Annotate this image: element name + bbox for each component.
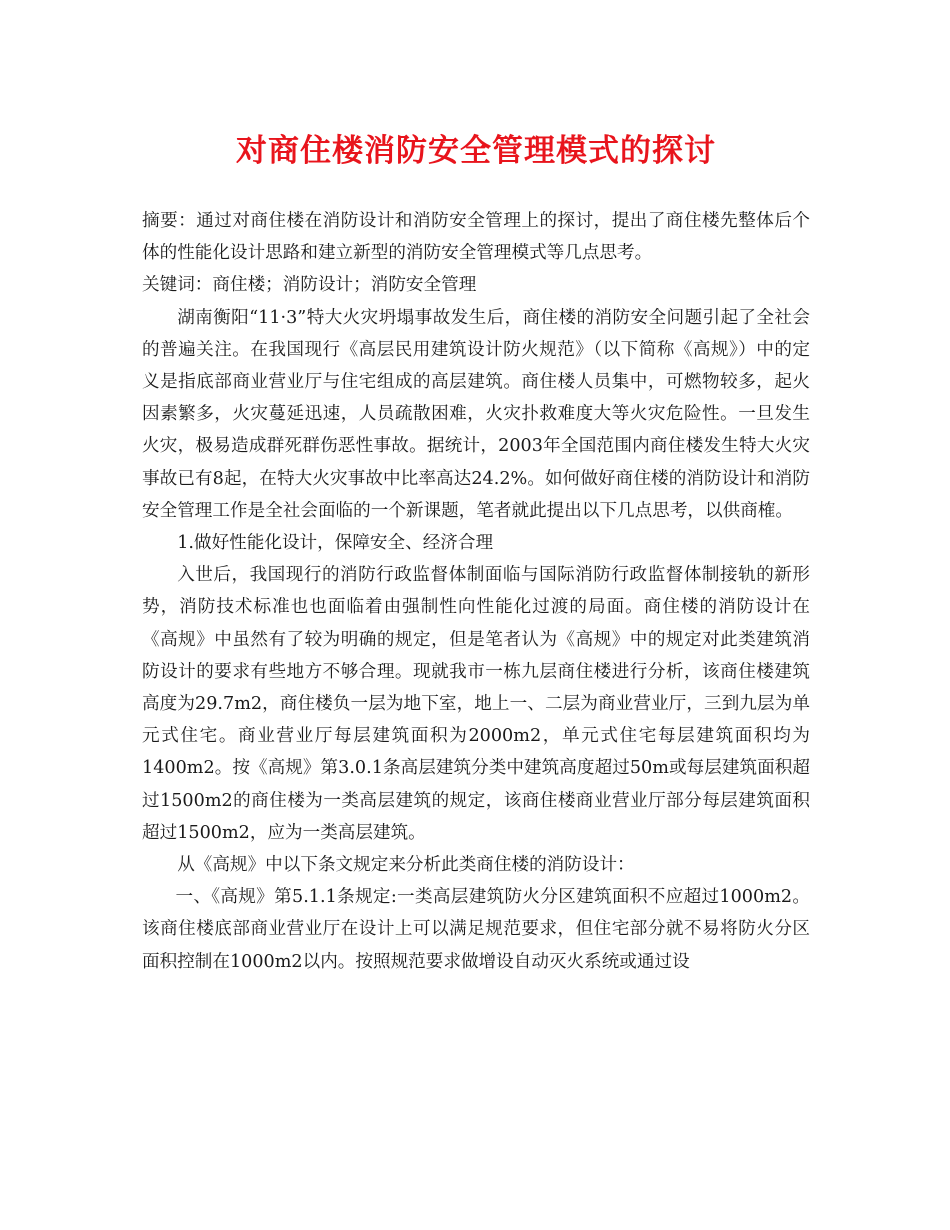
document-body <box>142 205 810 978</box>
abstract-paragraph: 摘要：通过对商住楼在消防设计和消防安全管理上的探讨，提出了商住楼先整体后个体的性能化设计思路和建立新型的消防安全管理模式等几点思考。 <box>142 211 810 264</box>
body-paragraph-3: 一、《高规》第5.1.1条规定:一类高层建筑防火分区建筑面积不应超过1000m2。该商住楼底部商业营业厅在设计上可以满足规范要求，但住宅部分就不易将防火分区面积控制在1000m2以内。按照规范要求做增设自动灭火系统或通过设 <box>142 887 810 972</box>
keywords-line: 关键词：商住楼；消防设计；消防安全管理 <box>142 275 477 296</box>
section-heading-1: 1.做好性能化设计，保障安全、经济合理 <box>177 533 494 554</box>
document-title: 对商住楼消防安全管理模式的探讨 <box>236 133 716 169</box>
body-paragraph-1: 入世后，我国现行的消防行政监督体制面临与国际消防行政监督体制接轨的新形势，消防技术标准也也面临着由强制性向性能化过渡的局面。商住楼的消防设计在《高规》中虽然有了较为明确的规定，但是笔者认为《高规》中的规定对此类建筑消防设计的要求有些地方不够合理。现就我市一栋九层商住楼进行分析，该商住楼建筑高度为29.7m2，商住楼负一层为地下室，地上一、二层为商业营业厅，三到九层为单元式住宅。商业营业厅每层建筑面积为2000m2，单元式住宅每层建筑面积均为1400m2。按《高规》第3.0.1条高层建筑分类中建筑高度超过50m或每层建筑面积超过1500m2的商住楼为一类高层建筑的规定，该商住楼商业营业厅部分每层建筑面积超过1500m2，应为一类高层建筑。 <box>142 565 810 843</box>
body-paragraph-2: 从《高规》中以下条文规定来分析此类商住楼的消防设计： <box>177 855 635 876</box>
intro-paragraph: 湖南衡阳“11·3”特大火灾坍塌事故发生后，商住楼的消防安全问题引起了全社会的普遍关注。在我国现行《高层民用建筑设计防火规范》（以下简称《高规》）中的定义是指底部商业营业厅与住宅组成的高层建筑。商住楼人员集中，可燃物较多，起火因素繁多，火灾蔓延迅速，人员疏散困难，火灾扑救难度大等火灾危险性。一旦发生火灾，极易造成群死群伤恶性事故。据统计，2003年全国范围内商住楼发生特大火灾事故已有8起，在特大火灾事故中比率高达24.2%。如何做好商住楼的消防设计和消防安全管理工作是全社会面临的一个新课题，笔者就此提出以下几点思考，以供商榷。 <box>142 307 810 521</box>
